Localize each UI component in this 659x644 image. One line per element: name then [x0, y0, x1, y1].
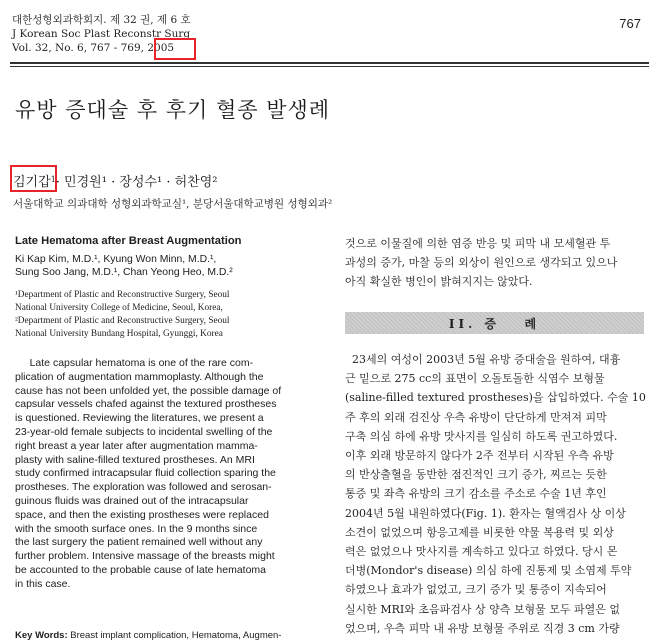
- abstract-line: be accounted to the probable cause of late hematoma: [15, 563, 267, 576]
- abstract-line: in this case.: [15, 577, 71, 590]
- body-line: 실시한 MRI와 초음파검사 상 양측 보형물 모두 파열은 없: [345, 602, 621, 616]
- body-line: 구축 의심 하에 유방 맛사지를 일심히 하도록 권고하였다.: [345, 429, 618, 443]
- body-line: 하였으나 효과가 없었고, 크기 증가 및 통증이 지속되어: [345, 583, 607, 597]
- english-author-line: Ki Kap Kim, M.D.¹, Kyung Won Minn, M.D.¹,: [15, 254, 217, 265]
- abstract-line: Late capsular hematoma is one of the rare com-: [15, 357, 254, 369]
- intro-continuation: [345, 234, 617, 291]
- author-highlight-box: [10, 165, 57, 192]
- journal-name-ko: 대한성형외과학회지. 제 32 권, 제 6 호: [12, 14, 191, 26]
- english-affil-line: ²Department of Plastic and Reconstructive Surgery, Seoul: [15, 316, 230, 326]
- affiliation-ko: 서울대학교 의과대학 성형외과학교실¹, 분당서울대학교병원 성형외과²: [13, 198, 333, 210]
- body-line: 력은 없었으나 맛사지를 계속하고 있다고 하였다. 당시 몬: [345, 545, 618, 559]
- other-authors: · 민경원¹ · 장성수¹ · 허찬영²: [55, 175, 218, 190]
- abstract-line: plasty with saline-filled textured prostheses. An MRI: [15, 453, 255, 466]
- body-line: 었으며, 우측 피막 내 유방 보형물 주위로 직경 3 cm 가량: [345, 621, 620, 635]
- abstract-line: the last surgery the patient remained well without any: [15, 536, 263, 549]
- body-line: 소견이 없었으며 항응고제를 비롯한 약물 복용력 및 외상: [345, 525, 614, 539]
- article-title: 유방 증대술 후 후기 혈종 발생례: [15, 98, 331, 122]
- section-title: II. 증 례: [448, 316, 541, 331]
- abstract-line: space, and then the existing prostheses were replaced: [15, 508, 269, 521]
- abstract-line: further problem. Intensive massage of the breasts might: [15, 550, 275, 563]
- abstract-line: plication of augmentation mammoplasty. Although the: [15, 370, 264, 383]
- section-heading-case: [345, 312, 644, 334]
- keywords: [15, 630, 281, 641]
- body-line: 아직 확실한 병인이 밝혀지지는 않았다.: [345, 275, 533, 288]
- body-line: 과성의 증가, 마찰 등의 외상이 원인으로 생각되고 있으나: [345, 256, 618, 269]
- body-line: 통증 및 좌측 유방의 크기 감소를 주소로 수술 1년 후인: [345, 487, 607, 501]
- english-affil-line: ¹Department of Plastic and Reconstructive Surgery, Seoul: [15, 290, 230, 300]
- body-line: 2004년 5월 내원하였다(Fig. 1). 환자는 혈액검사 상 이상: [345, 506, 626, 520]
- keywords-text: Breast implant complication, Hematoma, Augmen-: [67, 630, 282, 641]
- body-line: 23세의 여성이 2003년 5월 유방 증대술을 원하여, 대흉: [345, 353, 621, 366]
- page-number: 767: [619, 16, 641, 31]
- english-author-line: Sung Soo Jang, M.D.¹, Chan Yeong Heo, M.D.²: [15, 267, 233, 278]
- abstract-line: study confirmed intracapsular fluid collection sparing the: [15, 467, 276, 480]
- keywords-label: Key Words:: [15, 630, 68, 641]
- body-line: 의 반상출혈을 동반한 점진적인 크기 증가, 찌르는 듯한: [345, 468, 607, 482]
- body-line: (saline-filled textured prostheses)을 삽입하였다. 수술 10: [345, 391, 646, 405]
- body-line: 주 후의 외래 검진상 우측 유방이 단단하게 만져져 피막: [345, 410, 607, 424]
- journal-name-en: J Korean Soc Plast Reconstr Surg: [12, 28, 191, 40]
- english-title: Late Hematoma after Breast Augmentation: [15, 235, 242, 247]
- abstract: [15, 357, 281, 592]
- english-affil-line: National University College of Medicine, Seoul, Korea,: [15, 303, 223, 313]
- publication-year: 2005: [147, 42, 175, 54]
- abstract-line: guinous fluids was drained out of the intracapsular: [15, 494, 249, 507]
- header-rule-thin: [10, 66, 649, 67]
- body-line: 근 밑으로 275 cc의 표면이 오돌토돌한 식염수 보형물: [345, 372, 605, 386]
- body-line: 것으로 이물질에 의한 염증 반응 및 피막 내 모세혈관 투: [345, 237, 611, 250]
- volume-info: Vol. 32, No. 6, 767 - 769,: [12, 42, 145, 54]
- body-line: 더병(Mondor's disease) 의심 하에 진통제 및 소염제 투약: [345, 564, 632, 578]
- abstract-line: 23-year-old female subjects to incidental swelling of the: [15, 425, 273, 438]
- abstract-line: with the smooth surface ones. In the 9 months since: [15, 522, 258, 535]
- year-highlight-box: [154, 38, 196, 60]
- abstract-line: is questioned. Reviewing the literatures, we present a: [15, 412, 264, 425]
- abstract-line: right breast a year later after augmentation mamma-: [15, 439, 258, 452]
- abstract-line: cause has not been unfolded yet, the possible damage of: [15, 384, 282, 397]
- first-author-affil-mark: 1: [50, 175, 56, 184]
- english-affil-line: National University Bundang Hospital, Gyunggi, Korea: [15, 329, 223, 339]
- case-report-body: [345, 350, 646, 638]
- english-affiliations: [15, 289, 230, 341]
- abstract-line: prostheses. The exploration was followed and serosan-: [15, 481, 272, 494]
- abstract-line: capsular vessels chafed against the textured prostheses: [15, 398, 277, 411]
- header-rule-thick: [10, 62, 649, 64]
- english-authors: [15, 253, 233, 279]
- body-line: 이후 외래 방문하지 않다가 2주 전부터 시작된 우측 유방: [345, 449, 614, 463]
- first-author: 김기갑: [13, 175, 51, 190]
